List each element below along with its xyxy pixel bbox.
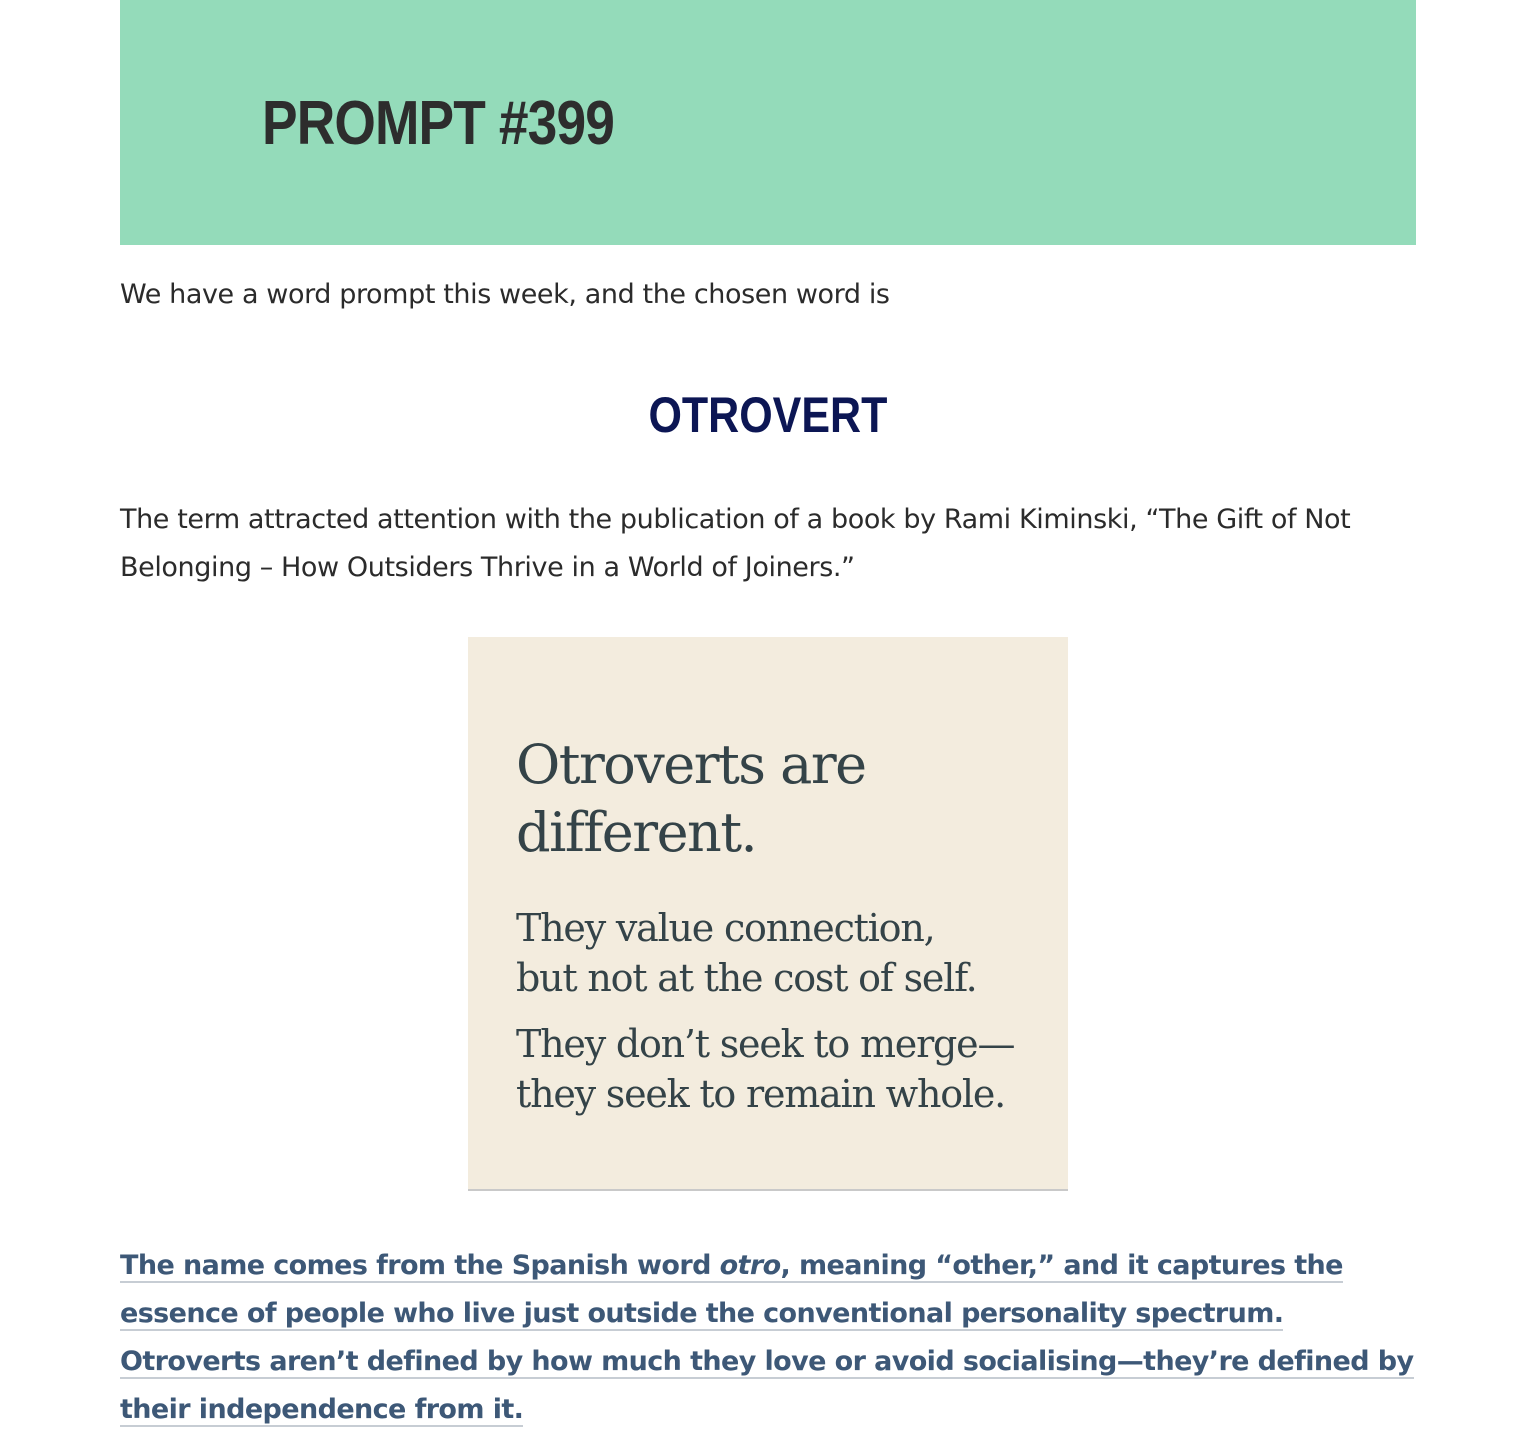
page-title: PROMPT #399 — [262, 89, 615, 158]
book-paragraph: The term attracted attention with the publication of a book by Rami Kiminski, “The Gift of Not Belonging – How Outsiders Thrive in a World of Joiners.” — [120, 504, 1351, 583]
quote-line-whole: They don’t seek to merge— they seek to remain whole. — [516, 1022, 1015, 1116]
prompt-word-text: OTROVERT — [648, 387, 888, 443]
definition-link[interactable] — [120, 1250, 1414, 1427]
quote-line-connection: They value connection, but not at the cost of self. — [516, 906, 977, 1000]
quote-image — [468, 637, 1068, 1191]
article — [120, 0, 1416, 1425]
title-banner — [120, 0, 1416, 245]
prompt-word — [120, 382, 1416, 448]
definition-link-after: , meaning “other,” and it captures the essence of people who live just outside the conventional personality spectrum. Otroverts aren’t defined by how much they love or avoid socialising—they’re defined by their independence from it. — [120, 1250, 1414, 1425]
definition-paragraph — [120, 1242, 1416, 1434]
quote-heading: Otroverts are different. — [516, 733, 866, 864]
intro-text: We have a word prompt this week, and the chosen word is — [120, 279, 890, 310]
definition-link-before: The name comes from the Spanish word — [120, 1250, 720, 1281]
definition-link-italic: otro — [719, 1250, 781, 1281]
